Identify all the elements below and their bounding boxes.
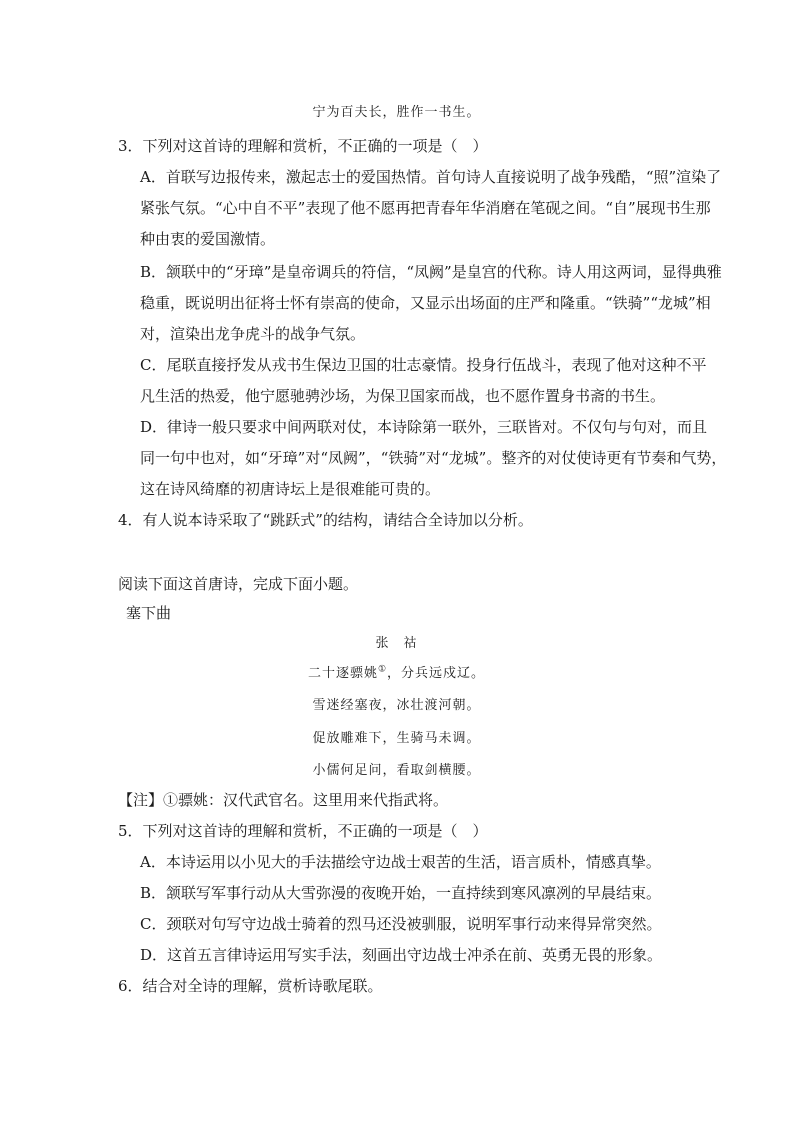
q3-option-b-line2: 稳重，既说明出征将士怀有崇高的使命，又显示出场面的庄严和隆重。“铁骑”“龙城”相 (140, 294, 711, 312)
footnote-marker: ① (377, 664, 388, 675)
poem2-author: 张 祜 (375, 636, 418, 651)
q3-option-b-line3: 对，渲染出龙争虎斗的战争气氛。 (140, 325, 366, 343)
q3-option-c-line2: 凡生活的热爱，他宁愿驰骋沙场，为保卫国家而战，也不愿作置身书斋的书生。 (140, 387, 666, 405)
q3-option-a-line1: A．首联写边报传来，激起志士的爱国热情。首句诗人直接说明了战争残酷，“照”渲染了 (140, 168, 722, 186)
section-intro: 阅读下面这首唐诗，完成下面小题。 (118, 575, 359, 593)
question-6: 6．结合对全诗的理解，赏析诗歌尾联。 (118, 977, 383, 995)
q3-option-a-line3: 种由衷的爱国激情。 (140, 230, 276, 248)
q3-option-d-line3: 这在诗风绮靡的初唐诗坛上是很难能可贵的。 (140, 480, 441, 498)
question-5-stem: 5．下列对这首诗的理解和赏析，不正确的一项是（ ） (118, 822, 488, 840)
poem2-line-3: 促放雕难下，生骑马未调。 (312, 731, 481, 746)
q5-option-c: C．颈联对句写守边战士骑着的烈马还没被驯服，说明军事行动来得异常突然。 (140, 915, 662, 933)
poem1-last-line: 宁为百夫长，胜作一书生。 (312, 105, 481, 120)
q5-option-d: D．这首五言律诗运用写实手法，刻画出守边战士冲杀在前、英勇无畏的形象。 (140, 946, 663, 964)
question-3-stem: 3．下列对这首诗的理解和赏析，不正确的一项是（ ） (118, 137, 488, 155)
q3-option-c-line1: C．尾联直接抒发从戎书生保边卫国的壮志豪情。投身行伍战斗，表现了他对这种不平 (140, 356, 707, 374)
poem2-line-1 (0, 664, 793, 684)
q5-option-b: B．颔联写军事行动从大雪弥漫的夜晚开始，一直持续到寒风凛冽的早晨结束。 (140, 884, 662, 902)
poem2-title: 塞下曲 (126, 604, 172, 622)
q5-option-a: A．本诗运用以小见大的手法描绘守边战士艰苦的生活，语言质朴，情感真挚。 (140, 853, 661, 871)
q3-option-b-line1: B．颔联中的“牙璋”是皇帝调兵的符信，“凤阙”是皇宫的代称。诗人用这两词，显得典雅 (140, 263, 722, 281)
q3-option-d-line2: 同一句中也对，如“牙璋”对“凤阙”，“铁骑”对“龙城”。整齐的对仗使诗更有节奏和气势， (140, 449, 727, 467)
footnote: 【注】①骠姚：汉代武官名。这里用来代指武将。 (118, 791, 449, 809)
poem2-line-1-b: ，分兵远戍辽。 (387, 666, 486, 681)
poem2-line-1-a: 二十逐骠姚 (307, 666, 378, 681)
q3-option-d-line1: D．律诗一般只要求中间两联对仗，本诗除第一联外，三联皆对。不仅句与句对，而且 (140, 418, 708, 436)
poem2-line-2: 雪迷经塞夜，冰壮渡河朝。 (312, 698, 481, 713)
poem2-line-4: 小儒何足问，看取剑横腰。 (312, 763, 481, 778)
question-4: 4．有人说本诗采取了“跳跃式”的结构，请结合全诗加以分析。 (118, 511, 533, 529)
q3-option-a-line2: 紧张气氛。“心中自不平”表现了他不愿再把青春年华消磨在笔砚之间。“自”展现书生那 (140, 199, 711, 217)
